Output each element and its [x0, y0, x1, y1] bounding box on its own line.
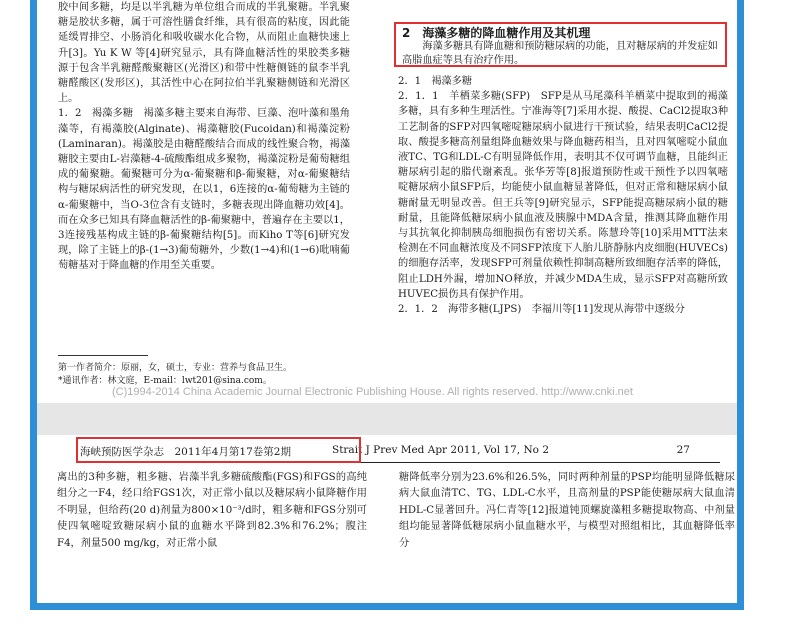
section-title: 2 海藻多糖的降血糖作用及其机理: [402, 26, 591, 40]
author-note: 第一作者简介：原丽，女，硕士，专业：营养与食品卫生。: [58, 363, 293, 373]
footnote-rule: [58, 355, 148, 356]
section-heading-box: [394, 22, 727, 67]
page-gap: [37, 403, 737, 435]
footnotes: [58, 362, 358, 388]
left-column: [57, 470, 367, 552]
subsection-heading: 2．1 褐藻多糖: [398, 76, 473, 87]
corresponding-author: *通讯作者：林文庭，E-mail：lwt201@sina.com。: [58, 376, 272, 386]
paragraph: 1．2 褐藻多糖 褐藻多糖主要来自海带、巨藻、泡叶藻和墨角藻等，有褐藻胶(Alginate)、褐藻糖胶(Fucoidan)和褐藻淀粉(Laminaran)。褐藻胶是由糖醛酸结合而成的线性聚合物，褐藻糖胶主要由L-岩藻糖-4-硫酸酯组成多聚物，褐藻淀粉是葡萄糖组成的葡聚糖。葡聚糖可分为α-葡聚糖和β-葡聚糖，对α-葡聚糖结构与糖尿病活性的研究发现，在以1，6连接的α-葡萄糖为主链的α-葡聚糖中，当O-3位含有支链时，多糖表现出降血糖功效[4]。而在众多已知具有降血糖活性的β-葡聚糖中，普遍存在主要以1，3连接残基构成主链的β-葡聚糖结构[5]。而Kiho T等[6]研究发现，除了主链上的β-(1→3)葡萄糖外，少数(1→4)和(1→6)吡喃葡萄糖基对于降血糖的作用至关重要。: [58, 108, 350, 272]
right-column: [398, 74, 728, 317]
journal-name: 海峡预防医学杂志 2011年4月第17卷第2期: [80, 446, 291, 458]
journal-english: Strait J Prev Med Apr 2011, Vol 17, No 2: [332, 444, 550, 456]
page-bottom: [50, 470, 736, 600]
right-column: [399, 470, 735, 552]
paragraph: 胶中间多糖，均是以半乳糖为单位组合而成的半乳聚糖。半乳聚糖是胶状多糖，属于可溶性膳食纤维，具有很高的粘度，因此能延缓胃排空、小肠消化和吸收碳水化合物，从而阻止血糖快速上升[3]。Yu K W 等[4]研究显示，具有降血糖活性的果胶类多糖源于包含半乳糖醛酸聚糖区(光滑区)和带中性糖侧链的鼠李半乳糖醛酸区(发形区)，其活性中心在阿拉伯半乳聚糖侧链和光滑区上。: [58, 2, 350, 105]
section-summary: 海藻多糖具有降血糖和预防糖尿病的功能，且对糖尿病的并发症如高脂血症等具有治疗作用。: [402, 41, 718, 66]
paragraph: 2．1．2 海带多糖(LJPS) 李福川等[11]发现从海带中逐级分: [398, 304, 685, 316]
page-number: 27: [676, 444, 690, 456]
running-head-highlight: [76, 437, 361, 463]
watermark: (C)1994-2014 China Academic Journal Electronic Publishing House. All rights reserved. http://www.cnki.net: [112, 386, 633, 398]
paragraph: 离出的3种多糖，粗多糖、岩藻半乳多糖硫酸酯(FGS)和FGS的高纯组分之一F4，经口给FGS1次，对正常小鼠以及糖尿病小鼠降糖作用不明显，但给药(20 d)剂量为800×10⁻³/d时，粗多糖和FGS分别可使四氧嘧啶致糖尿病小鼠的血糖水平降到82.3%和76.2%；腹注F4，剂量500 mg/kg，对正常小鼠: [57, 472, 367, 549]
paragraph: 2．1．1 羊栖菜多糖(SFP) SFP是从马尾藻科羊栖菜中提取到的褐藻多糖，具有多种生理活性。宁准海等[7]采用水提、酸提、CaCl2提取3种工艺制备的SFP对四氧嘧啶糖尿病小鼠进行干预试验，结果表明CaCl2提取、酸提多糖高剂量组降血糖效果与降血糖药相当，且对四氧嘧啶小鼠血液TC、TG和LDL-C有明显降低作用，表明其不仅可调节血糖，且能纠正糖尿病引起的脂代谢紊乱。张华芳等[8]报道预防性或干预性予以四氧嘧啶糖尿病小鼠SFP后，均能使小鼠血糖显著降低，但对正常和糖尿病小鼠糖耐量无明显改善。但王兵等[9]研究显示，SFP能提高糖尿病小鼠的糖耐量，且能降低糖尿病小鼠血液及胰腺中MDA含量，推测其降血糖作用与其抗氧化抑制胰岛细胞损伤有密切关系。陈慧玲等[10]采用MTT法来检测在不同血糖浓度及不同SFP浓度下人胎儿脐静脉内皮细胞(HUVECs)的细胞存活率，发现SFP可剂量依赖性抑制高糖所致细胞存活率的降低，阻止LDH外漏，增加NO释放，并减少MDA生成，显示SFP对高糖所致HUVEC损伤具有保护作用。: [398, 91, 728, 300]
paragraph: 糖降低率分别为23.6%和26.5%，同时两种剂量的PSP均能明显降低糖尿病大鼠血清TC、TG、LDL-C水平，且高剂量的PSP能使糖尿病大鼠血清HDL-C显著回升。冯仁青等[12]报道钝顶螺旋藻粗多糖提取物高、中剂量组均能显著降低糖尿病小鼠血糖水平，与模型对照组相比，其血糖降低率分: [399, 472, 735, 549]
left-column: [58, 0, 350, 274]
